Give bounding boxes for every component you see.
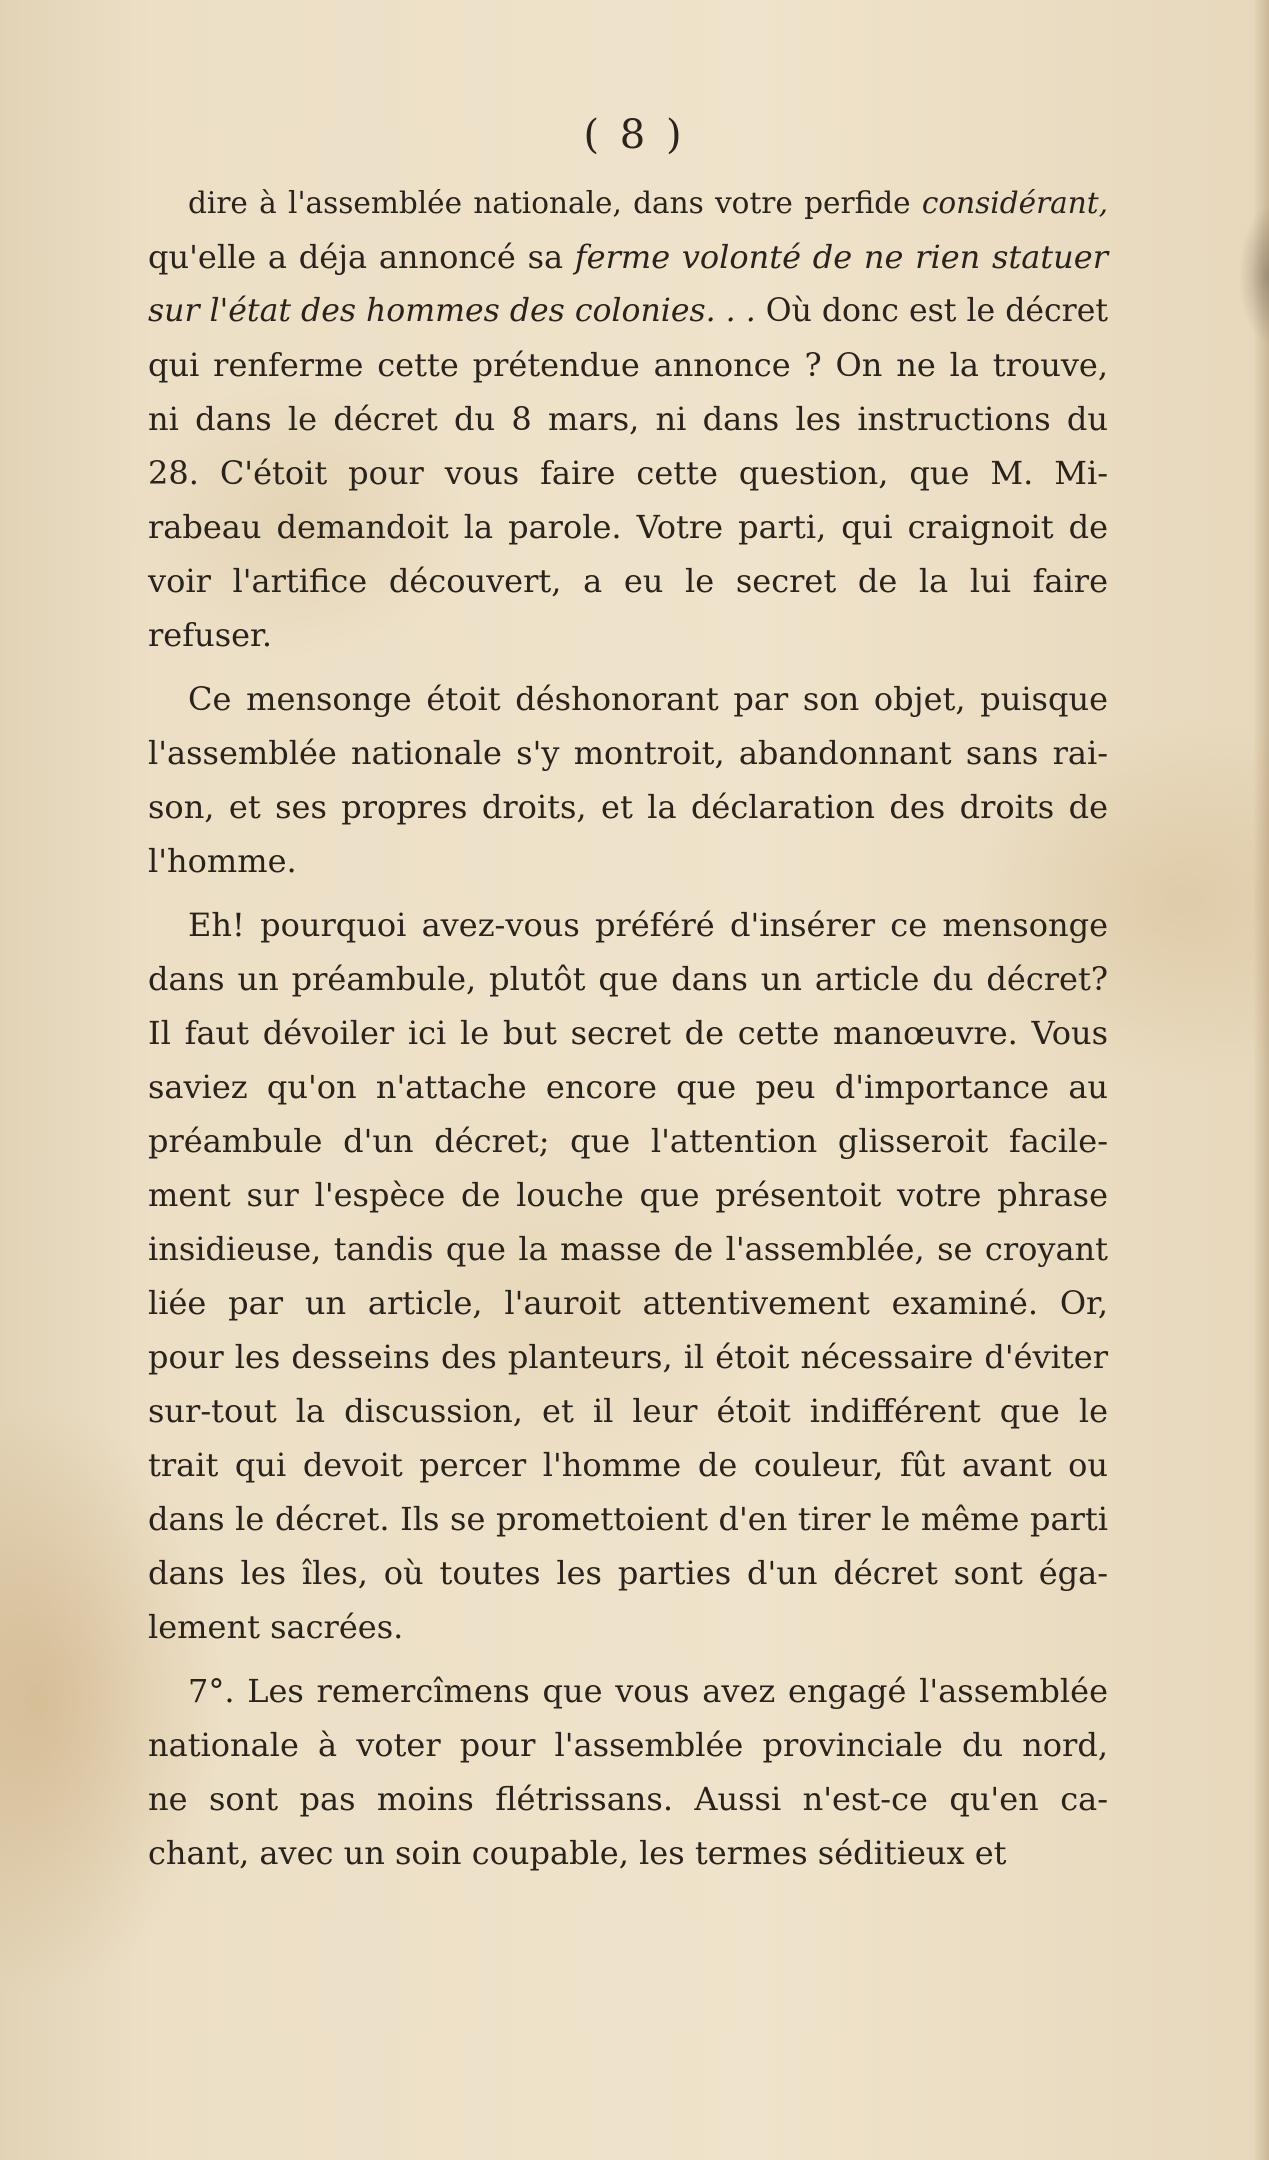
text-line [148,554,1108,608]
italic-text: ferme volonté de ne rien statuer [574,238,1109,276]
text-line [148,446,1108,500]
text-segment: Ce mensonge étoit déshonorant par son objet, puisque [188,680,1108,718]
text-segment: l'homme. [148,842,297,880]
text-line [148,726,1108,780]
text-segment: ni dans le décret du 8 mars, ni dans les instructions du [148,400,1108,438]
text-segment: sur-tout la discussion, et il leur étoit indifférent que le [148,1392,1108,1430]
text-line [148,1772,1108,1826]
paragraph [148,672,1108,888]
text-line [148,1384,1108,1438]
text-segment: trait qui devoit percer l'homme de couleur, fût avant ou [148,1446,1108,1484]
paragraph [148,898,1108,1654]
text-line [148,1492,1108,1546]
text-segment: rabeau demandoit la parole. Votre parti, qui craignoit de [148,508,1108,546]
paragraph [148,176,1108,662]
text-line [148,230,1108,284]
text-line [148,952,1108,1006]
page-number: ( 8 ) [583,112,686,158]
text-segment: Où donc est le décret [755,293,1108,329]
text-segment: voir l'artifice découvert, a eu le secret de la lui faire [148,562,1108,600]
text-segment: Eh! pourquoi avez-vous préféré d'insérer ce mensonge [188,906,1108,944]
text-segment: qu'elle a déja annoncé sa [148,238,575,276]
text-line [148,176,1108,230]
text-line [148,1168,1108,1222]
text-segment: 28. C'étoit pour vous faire cette question, que M. Mi- [148,454,1108,492]
text-line [148,898,1108,952]
text-line [148,1600,1108,1654]
paragraph [148,1664,1108,1880]
text-segment: ne sont pas moins flétrissans. Aussi n'est-ce qu'en ca- [148,1780,1108,1818]
text-segment: préambule d'un décret; que l'attention glisseroit facile- [148,1122,1108,1160]
text-segment: pour les desseins des planteurs, il étoit nécessaire d'éviter [148,1338,1108,1376]
text-line [148,834,1108,888]
text-segment: insidieuse, tandis que la masse de l'assemblée, se croyant [148,1230,1108,1268]
text-segment: son, et ses propres droits, et la déclaration des droits de [148,788,1108,826]
italic-text: sur l'état des hommes des colonies. . . [148,293,756,329]
text-line [148,1276,1108,1330]
text-segment: 7°. Les remercîmens que vous avez engagé l'assemblée [188,1672,1108,1710]
text-line [148,284,1108,338]
text-line [148,338,1108,392]
text-segment: dans les îles, où toutes les parties d'un décret sont éga- [148,1554,1108,1592]
text-segment: dire à l'assemblée nationale, dans votre perfide [188,186,922,220]
text-line [148,1330,1108,1384]
text-line [148,1718,1108,1772]
text-line [148,392,1108,446]
text-line [148,1826,1108,1880]
italic-text: considérant, [921,186,1108,220]
text-line [148,1438,1108,1492]
text-segment: Il faut dévoiler ici le but secret de cette manœuvre. Vous [148,1014,1108,1052]
body-text [148,176,1108,1880]
text-line [148,780,1108,834]
page-stain [1239,205,1269,345]
text-segment: refuser. [148,616,272,654]
text-line [148,1114,1108,1168]
text-segment: dans un préambule, plutôt que dans un article du décret? [148,960,1108,998]
text-line [148,1222,1108,1276]
text-line [148,1664,1108,1718]
text-line [148,1006,1108,1060]
text-line [148,1060,1108,1114]
text-segment: ment sur l'espèce de louche que présentoit votre phrase [148,1176,1108,1214]
text-segment: chant, avec un soin coupable, les termes séditieux et [148,1834,1007,1872]
text-segment: l'assemblée nationale s'y montroit, abandonnant sans rai- [148,734,1108,772]
text-line [148,500,1108,554]
text-line [148,1546,1108,1600]
text-segment: qui renferme cette prétendue annonce ? On ne la trouve, [148,346,1108,384]
text-segment: nationale à voter pour l'assemblée provinciale du nord, [148,1726,1108,1764]
text-segment: saviez qu'on n'attache encore que peu d'importance au [148,1068,1108,1106]
text-line [148,672,1108,726]
text-segment: liée par un article, l'auroit attentivement examiné. Or, [148,1284,1108,1322]
text-segment: lement sacrées. [148,1608,404,1646]
text-segment: dans le décret. Ils se promettoient d'en tirer le même parti [148,1500,1108,1538]
text-line [148,608,1108,662]
